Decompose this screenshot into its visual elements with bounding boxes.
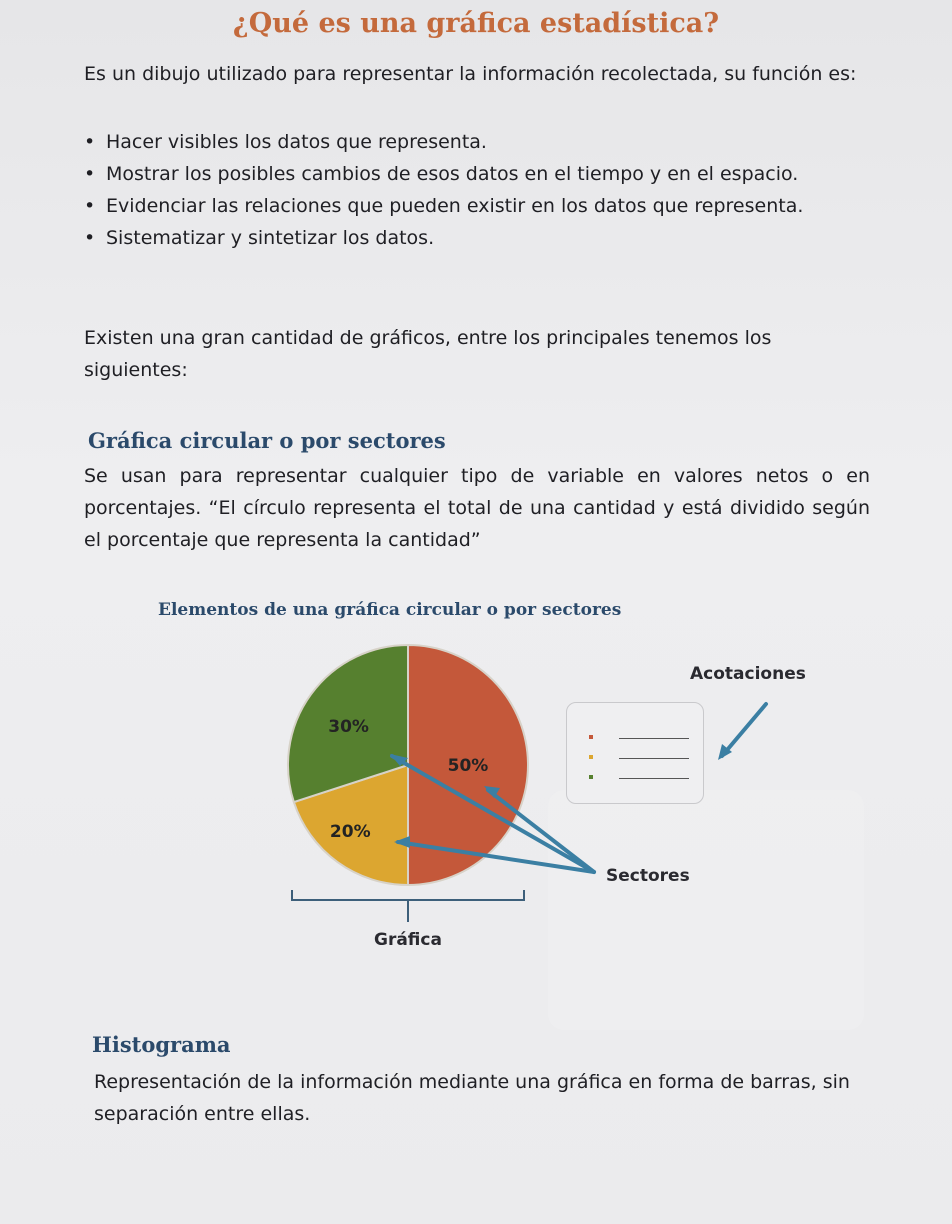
legend-swatch: [589, 775, 593, 779]
list-item: • Mostrar los posibles cambios de esos datos en el tiempo y en el espacio.: [84, 158, 870, 190]
pie-section-heading: Gráfica circular o por sectores: [88, 428, 446, 453]
acotaciones-label: Acotaciones: [690, 664, 806, 684]
legend-box: [566, 702, 704, 804]
list-item: • Hacer visibles los datos que representa.: [84, 126, 870, 158]
bullet-list: [84, 126, 870, 254]
legend-row: [589, 775, 689, 785]
bullet-icon: •: [84, 163, 96, 185]
pie-section-text: Se usan para representar cualquier tipo de variable en valores netos o en porcentajes. “El círculo representa el total de una cantidad y está dividido según el porcentaje que representa la cantidad”: [84, 465, 870, 551]
legend-line: [619, 778, 689, 779]
list-item: • Evidenciar las relaciones que pueden existir en los datos que representa.: [84, 190, 870, 222]
legend-line: [619, 738, 689, 739]
figure-caption: Elementos de una gráfica circular o por sectores: [158, 600, 622, 620]
legend-swatch: [589, 755, 593, 759]
pie-label: 20%: [329, 822, 371, 843]
bullet-icon: •: [84, 227, 96, 249]
bullet-icon: •: [84, 195, 96, 217]
chart-bracket: [292, 890, 524, 922]
legend-row: [589, 755, 689, 765]
pie-label: 30%: [328, 717, 369, 738]
histogram-text: Representación de la información mediante una gráfica en forma de barras, sin separación entre ellas.: [94, 1071, 850, 1125]
list-item: • Sistematizar y sintetizar los datos.: [84, 222, 870, 254]
pie-label: 50%: [447, 756, 489, 776]
page-title: ¿Qué es una gráfica estadística?: [232, 8, 720, 39]
bullet-icon: •: [84, 131, 96, 153]
arrow-to-legend: [722, 704, 766, 756]
legend-swatch: [589, 735, 593, 739]
pie-figure: [0, 630, 952, 970]
grafica-label: Gráfica: [374, 930, 442, 950]
closing-paragraph: Existen una gran cantidad de gráficos, entre los principales tenemos los siguientes:: [84, 327, 772, 381]
histogram-heading: Histograma: [92, 1032, 231, 1057]
legend-line: [619, 758, 689, 759]
intro-paragraph: Es un dibujo utilizado para representar la información recolectada, su función es:: [84, 63, 857, 85]
legend-row: [589, 735, 689, 745]
sectores-label: Sectores: [606, 866, 690, 886]
